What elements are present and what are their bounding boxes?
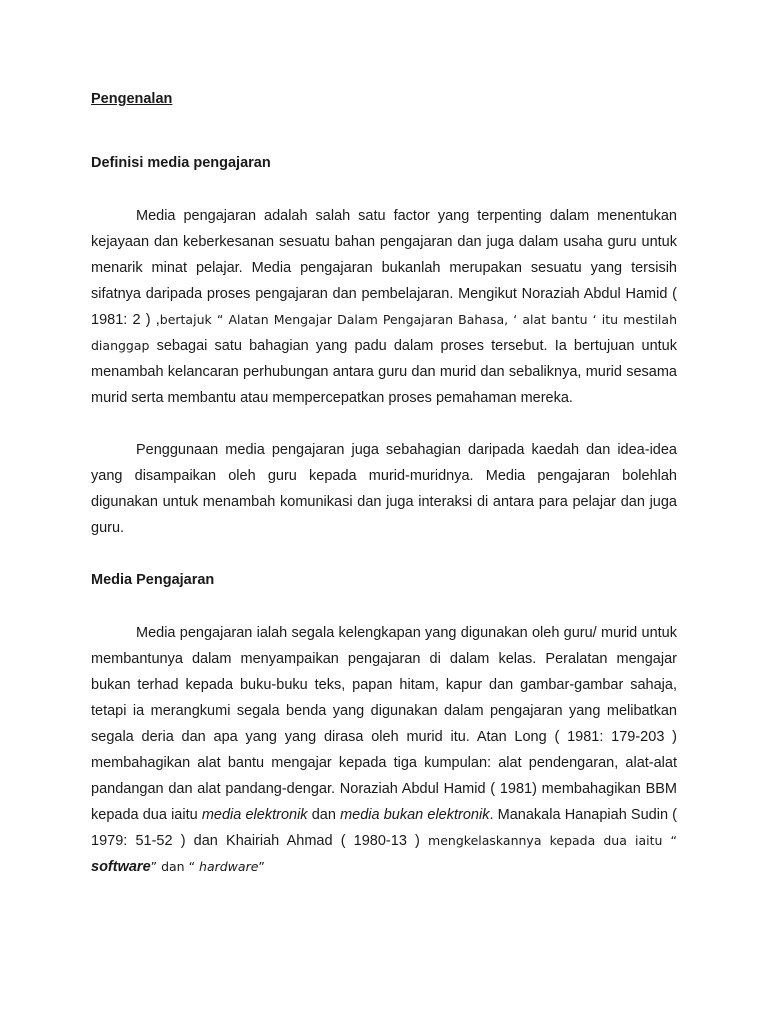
paragraph-media-1 bbox=[91, 620, 677, 880]
paragraph-text: Media pengajaran adalah salah satu factor yang terpenting dalam menentukan kejayaan dan keberkesanan sesuatu bahan pengajaran dan juga dalam usaha guru untuk menarik minat pelajar. Media pengajaran bukanlah merupakan sesuatu yang tersisih sifatnya daripada proses pengajaran dan pembelajaran. Mengikut Noraziah Abdul Hamid ( 1981: 2 ) , bbox=[91, 208, 677, 328]
paragraph-text: . Manakala Hanapiah Sudin ( 1979: 51-52 ) dan Khairiah Ahmad ( 1980-13 ) bbox=[91, 807, 678, 849]
paragraph-text-alt-font: mengkelaskannya kepada dua iaitu “ bbox=[428, 833, 677, 848]
emphasis-hardware: hardware bbox=[199, 859, 259, 874]
paragraph-text-alt-font: bertajuk “ Alatan Mengajar Dalam Pengajaran Bahasa, ‘ alat bantu ‘ itu mestilah dianggap bbox=[91, 312, 677, 353]
emphasis-software: software bbox=[91, 859, 151, 875]
emphasis-media-elektronik: media elektronik bbox=[201, 807, 308, 823]
paragraph-text-alt-font: ” bbox=[258, 859, 265, 874]
section-title: Pengenalan bbox=[91, 91, 173, 107]
paragraph-text: sebagai satu bahagian yang padu dalam proses tersebut. Ia bertujuan untuk menambah kelancaran perhubungan antara guru dan murid dan sebaliknya, murid sesama murid serta membantu atau mempercepatkan proses pemahaman mereka. bbox=[91, 338, 677, 406]
paragraph-definisi-1 bbox=[91, 203, 677, 411]
subsection-title-media: Media Pengajaran bbox=[91, 572, 215, 588]
emphasis-media-bukan-elektronik: media bukan elektronik bbox=[340, 807, 490, 823]
paragraph-definisi-2: Penggunaan media pengajaran juga sebahagian daripada kaedah dan idea-idea yang disampaikan oleh guru kepada murid-muridnya. Media pengajaran bolehlah digunakan untuk menambah komunikasi dan juga interaksi di antara para pelajar dan juga guru. bbox=[91, 442, 677, 536]
paragraph-text: Media pengajaran ialah segala kelengkapan yang digunakan oleh guru/ murid untuk membantunya dalam menyampaikan pengajaran di dalam kelas. Peralatan mengajar bukan terhad kepada buku-buku teks, papan hitam, kapur dan gambar-gambar sahaja, tetapi ia merangkumi segala benda yang digunakan dalam pengajaran yang melibatkan segala deria dan apa yang yang dirasa oleh murid itu. Atan Long ( 1981: 179-203 ) membahagikan alat bantu mengajar kepada tiga kumpulan: alat pendengaran, alat-alat pandangan dan alat pandang-dengar. Noraziah Abdul Hamid ( 1981) membahagikan BBM kepada dua iaitu bbox=[91, 625, 677, 823]
subsection-title-definisi: Definisi media pengajaran bbox=[91, 155, 271, 171]
paragraph-text: dan bbox=[307, 807, 341, 823]
paragraph-text-alt-font: ” dan “ bbox=[150, 859, 200, 874]
